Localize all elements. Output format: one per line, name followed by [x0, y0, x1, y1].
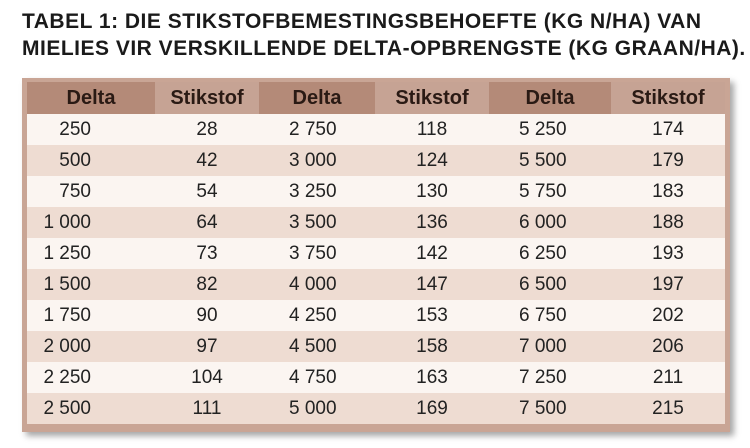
- stikstof-cell: 130: [375, 176, 489, 207]
- column-header-delta-3: Delta: [489, 82, 611, 114]
- column-header-delta-1: Delta: [27, 82, 155, 114]
- delta-cell: 5 250: [489, 114, 611, 145]
- delta-cell: 7 250: [489, 362, 611, 393]
- stikstof-cell: 202: [611, 300, 725, 331]
- table-row: [27, 300, 725, 331]
- stikstof-cell: 73: [155, 238, 259, 269]
- stikstof-cell: 215: [611, 393, 725, 424]
- delta-cell: 3 750: [259, 238, 375, 269]
- stikstof-cell: 124: [375, 145, 489, 176]
- table-row: [27, 331, 725, 362]
- delta-cell: 250: [27, 114, 155, 145]
- table-row: [27, 238, 725, 269]
- stikstof-cell: 54: [155, 176, 259, 207]
- delta-cell: 750: [27, 176, 155, 207]
- delta-cell: 2 750: [259, 114, 375, 145]
- stikstof-cell: 136: [375, 207, 489, 238]
- stikstof-cell: 183: [611, 176, 725, 207]
- stikstof-cell: 64: [155, 207, 259, 238]
- delta-cell: 3 250: [259, 176, 375, 207]
- delta-cell: 5 500: [489, 145, 611, 176]
- delta-cell: 7 500: [489, 393, 611, 424]
- table-row: [27, 114, 725, 145]
- stikstof-cell: 90: [155, 300, 259, 331]
- delta-cell: 1 000: [27, 207, 155, 238]
- stikstof-cell: 179: [611, 145, 725, 176]
- delta-cell: 500: [27, 145, 155, 176]
- stikstof-cell: 174: [611, 114, 725, 145]
- delta-cell: 4 000: [259, 269, 375, 300]
- delta-cell: 4 500: [259, 331, 375, 362]
- delta-cell: 6 500: [489, 269, 611, 300]
- table-body: [27, 114, 725, 424]
- table-frame: [22, 78, 730, 432]
- table-row: [27, 269, 725, 300]
- table-row: [27, 176, 725, 207]
- stikstof-cell: 206: [611, 331, 725, 362]
- stikstof-cell: 82: [155, 269, 259, 300]
- delta-cell: 5 000: [259, 393, 375, 424]
- stikstof-cell: 104: [155, 362, 259, 393]
- column-header-stikstof-2: Stikstof: [375, 82, 489, 114]
- stikstof-cell: 111: [155, 393, 259, 424]
- stikstof-cell: 28: [155, 114, 259, 145]
- delta-cell: 1 750: [27, 300, 155, 331]
- delta-cell: 5 750: [489, 176, 611, 207]
- table-title: [22, 8, 746, 62]
- delta-cell: 2 250: [27, 362, 155, 393]
- column-header-delta-2: Delta: [259, 82, 375, 114]
- stikstof-cell: 97: [155, 331, 259, 362]
- stikstof-cell: 42: [155, 145, 259, 176]
- delta-cell: 2 000: [27, 331, 155, 362]
- table-title-line-1: TABEL 1: DIE STIKSTOFBEMESTINGSBEHOEFTE (KG N/HA) VAN: [22, 10, 702, 33]
- stikstof-cell: 193: [611, 238, 725, 269]
- table-row: [27, 207, 725, 238]
- stikstof-cell: 197: [611, 269, 725, 300]
- table-row: [27, 393, 725, 424]
- table-title-line-2: MIELIES VIR VERSKILLENDE DELTA-OPBRENGSTE (KG GRAAN/HA).: [22, 37, 746, 60]
- delta-cell: 4 250: [259, 300, 375, 331]
- delta-cell: 4 750: [259, 362, 375, 393]
- stikstof-cell: 142: [375, 238, 489, 269]
- stikstof-cell: 158: [375, 331, 489, 362]
- delta-cell: 3 500: [259, 207, 375, 238]
- column-header-stikstof-3: Stikstof: [611, 82, 725, 114]
- stikstof-cell: 147: [375, 269, 489, 300]
- stikstof-cell: 118: [375, 114, 489, 145]
- delta-cell: 6 750: [489, 300, 611, 331]
- delta-cell: 3 000: [259, 145, 375, 176]
- delta-cell: 7 000: [489, 331, 611, 362]
- delta-cell: 6 000: [489, 207, 611, 238]
- table-row: [27, 145, 725, 176]
- column-header-stikstof-1: Stikstof: [155, 82, 259, 114]
- table-row: [27, 362, 725, 393]
- stikstof-cell: 153: [375, 300, 489, 331]
- nitrogen-table: [27, 82, 725, 424]
- stikstof-cell: 163: [375, 362, 489, 393]
- delta-cell: 1 250: [27, 238, 155, 269]
- delta-cell: 1 500: [27, 269, 155, 300]
- delta-cell: 6 250: [489, 238, 611, 269]
- stikstof-cell: 211: [611, 362, 725, 393]
- delta-cell: 2 500: [27, 393, 155, 424]
- table-header-row: [27, 82, 725, 114]
- stikstof-cell: 188: [611, 207, 725, 238]
- stikstof-cell: 169: [375, 393, 489, 424]
